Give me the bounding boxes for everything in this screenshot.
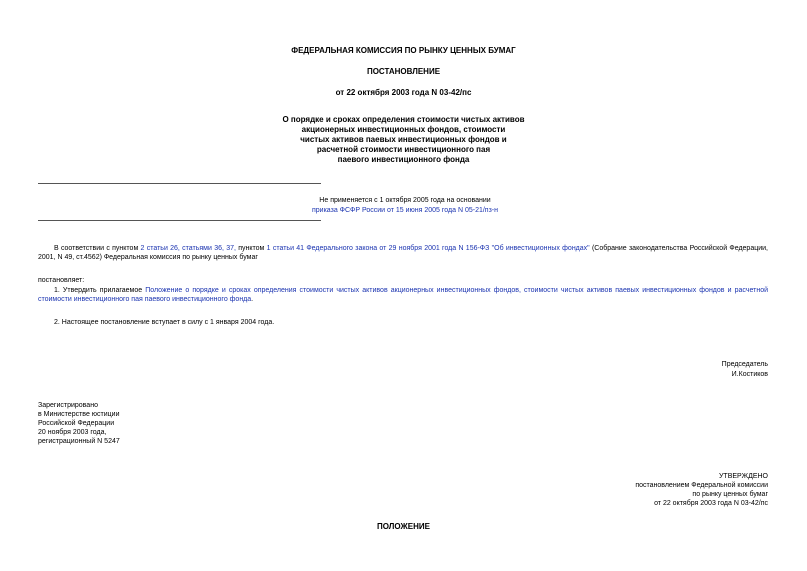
title-line: О порядке и сроках определения стоимости чистых активов <box>282 115 525 124</box>
regulation-link[interactable]: Положение о порядке и сроках определения стоимости чистых активов акционерных инвестиционных фондов, стоимости чистых активов паевых инвестиционных фондов и расчетной стоимости инвестиционного пая паевого инвестиционного фонда <box>38 287 768 303</box>
doc-title <box>0 115 807 165</box>
item-1: 1. Утвердить прилагаемое Положение о порядке и сроках определения стоимости чистых активов акционерных инвестиционных фондов, стоимости чистых активов паевых инвестиционных фондов и расчетной стоимости инвестиционного пая паевого инвестиционного фонда. <box>38 287 768 303</box>
title-line: чистых активов паевых инвестиционных фондов и <box>300 135 507 144</box>
registration-block: Зарегистрировано в Министерстве юстиции Российской Федерации 20 ноября 2003 года, регистрационный N 5247 <box>38 402 120 445</box>
preamble-paragraph: В соответствии с пунктом 2 статьи 26, статьями 36, 37, пунктом 1 статьи 41 Федерального закона от 29 ноября 2001 года N 156-ФЗ "Об инвестиционных фондах" (Собрание законодательства Российской Федерации, 2001, N 49, ст.4562) Федеральная комиссия по рынку ценных бумаг <box>38 245 768 261</box>
decree-word: постановляет: <box>38 277 85 284</box>
title-line: расчетной стоимости инвестиционного пая <box>316 145 491 154</box>
divider-top <box>38 183 321 184</box>
regulation-title: ПОЛОЖЕНИЕ <box>377 522 430 531</box>
signature-name: И.Костиков <box>731 371 768 378</box>
notice-text: Не применяется с 1 октября 2005 года на основании <box>319 197 491 204</box>
approved-block: УТВЕРЖДЕНО постановлением Федеральной комиссии по рынку ценных бумаг от 22 октября 2003 года N 03-42/пс <box>635 473 768 507</box>
law-article-link-1[interactable]: 2 статьи 26, статьями 36, 37, <box>140 245 236 252</box>
doc-date-number: от 22 октября 2003 года N 03-42/пс <box>335 88 472 97</box>
title-line: акционерных инвестиционных фондов, стоимости <box>301 125 506 134</box>
item-2: 2. Настоящее постановление вступает в силу с 1 января 2004 года. <box>54 319 275 326</box>
signature-role: Председатель <box>721 361 768 368</box>
org-name: ФЕДЕРАЛЬНАЯ КОМИССИЯ ПО РЫНКУ ЦЕННЫХ БУМАГ <box>291 46 516 55</box>
divider-bottom <box>38 220 321 221</box>
title-line: паевого инвестиционного фонда <box>337 155 470 164</box>
notice-link[interactable]: приказа ФСФР России от 15 июня 2005 года N 05-21/пз-н <box>311 207 498 214</box>
law-article-link-2[interactable]: 1 статьи 41 Федерального закона от 29 ноября 2001 года N 156-ФЗ "Об инвестиционных фондах" <box>266 245 590 252</box>
doc-type: ПОСТАНОВЛЕНИЕ <box>366 67 441 76</box>
